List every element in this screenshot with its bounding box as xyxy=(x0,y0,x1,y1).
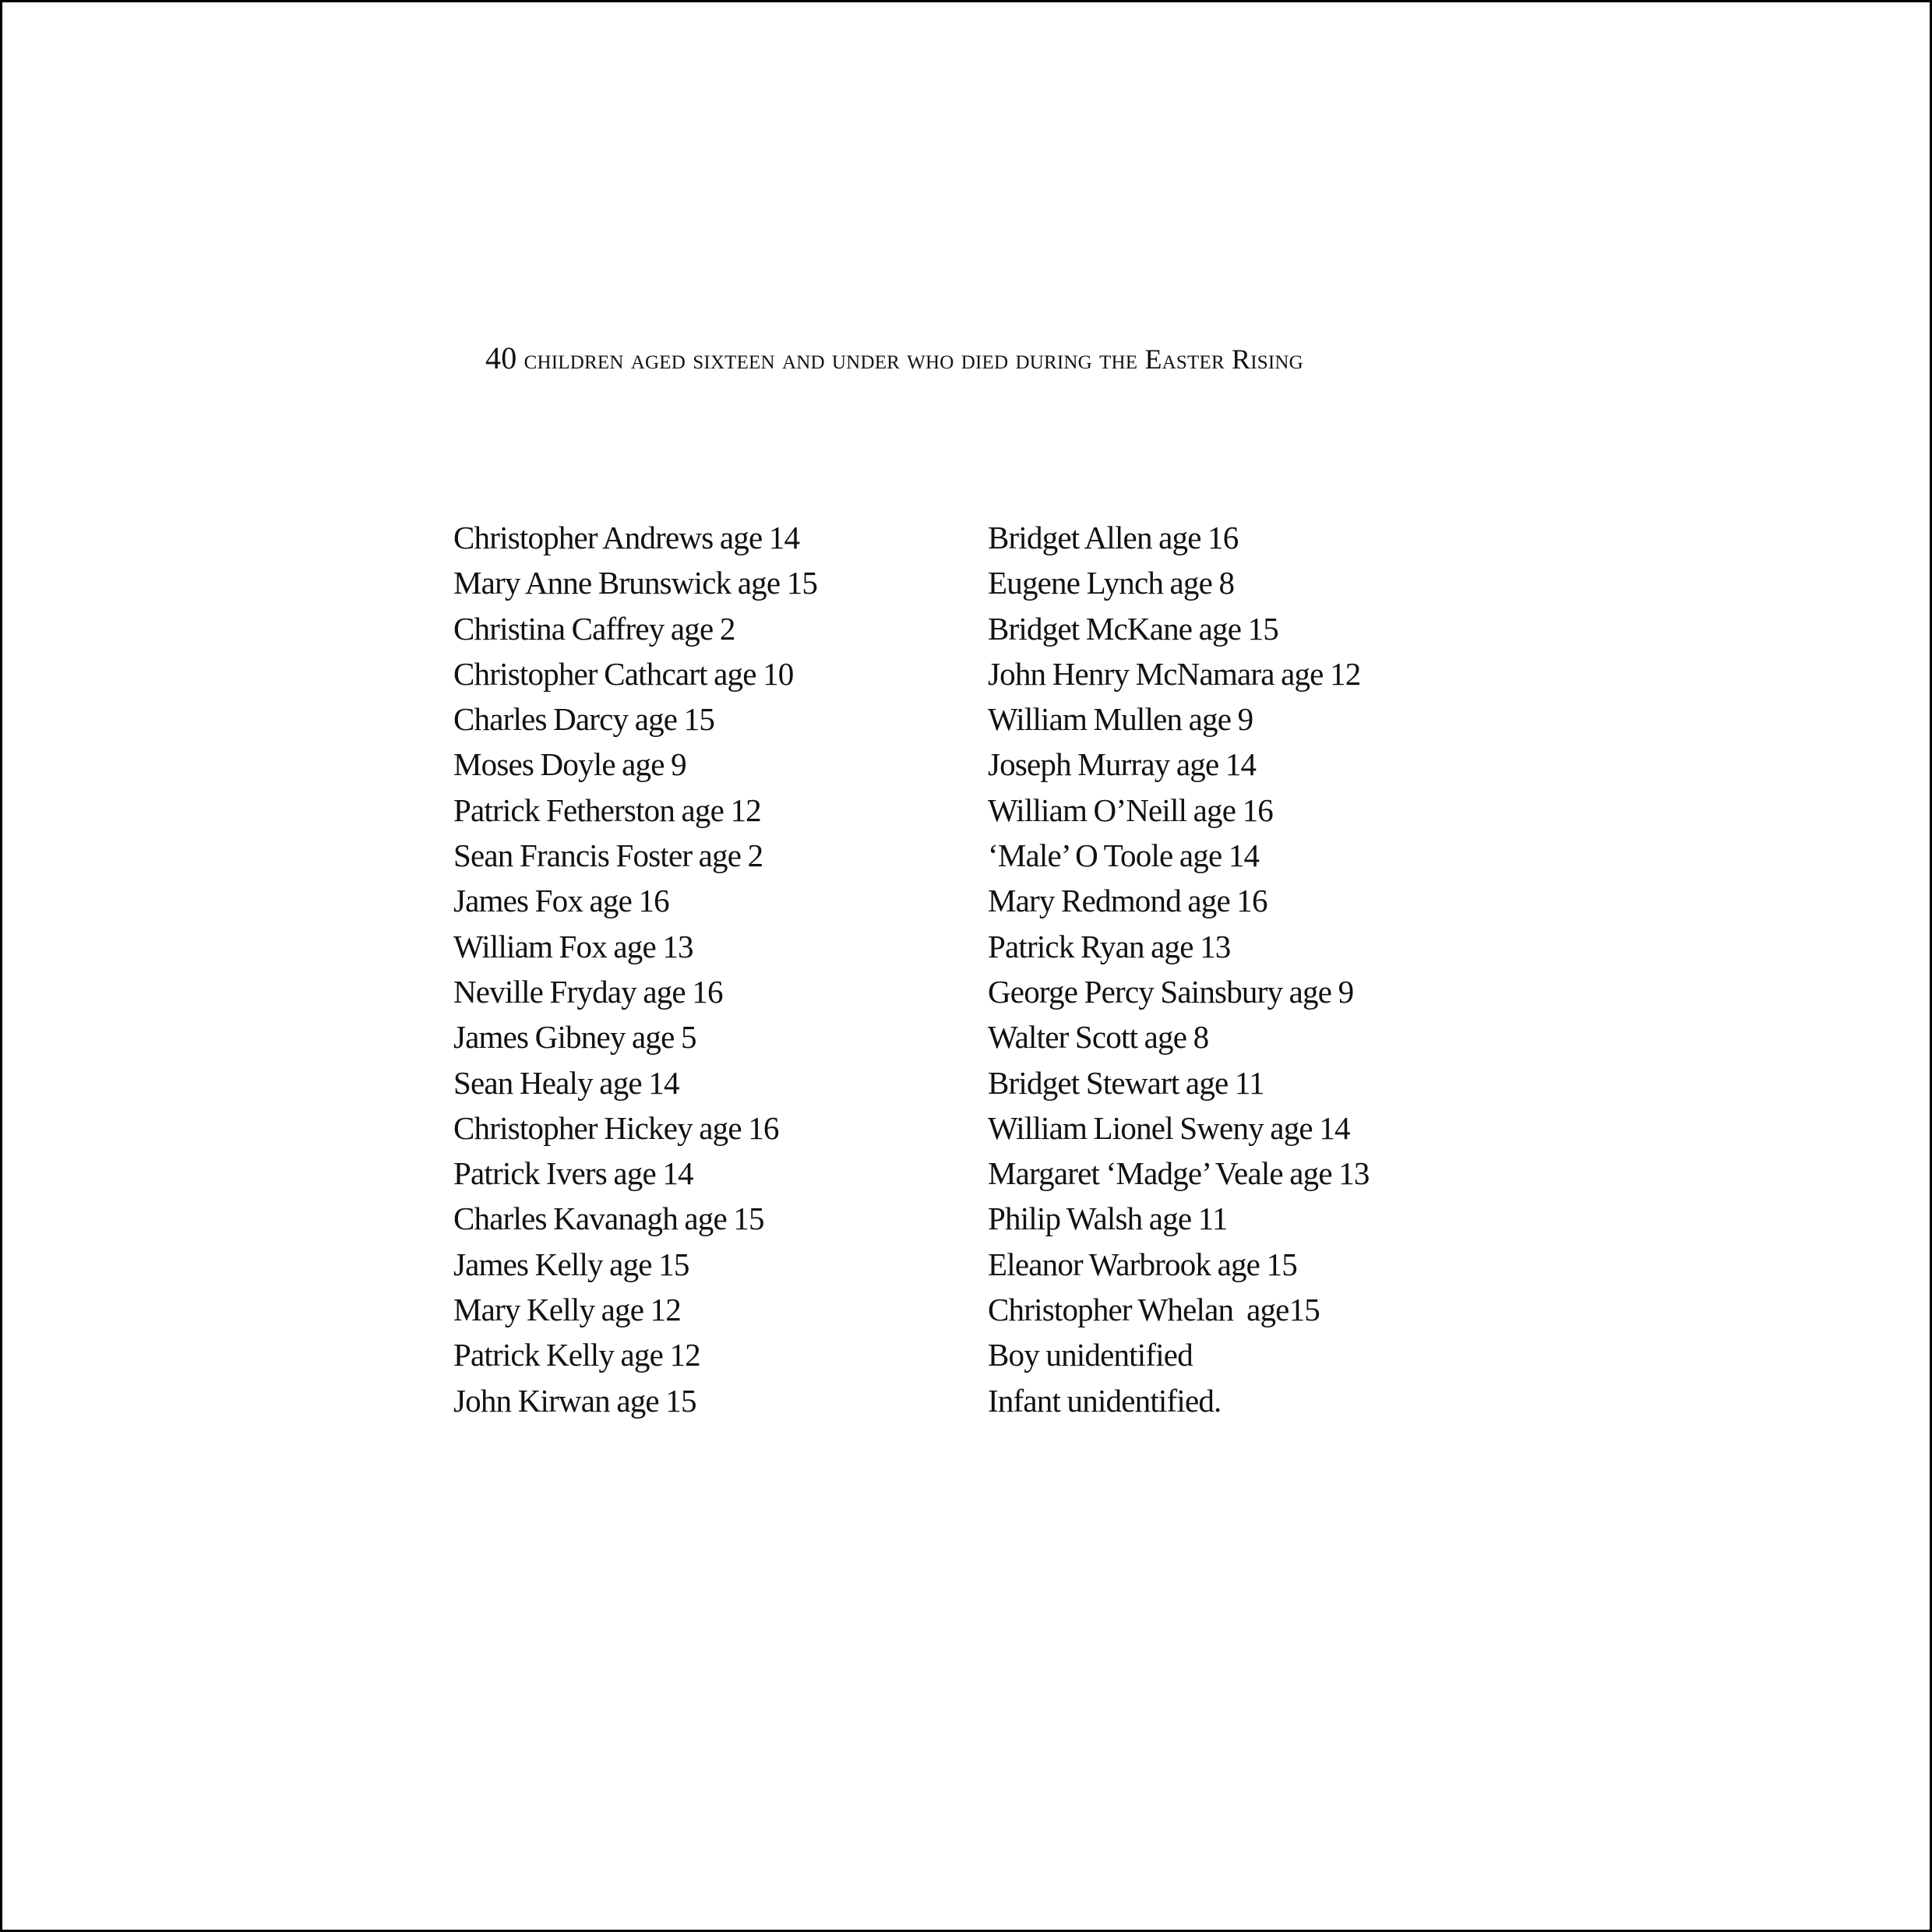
list-item: James Fox age 16 xyxy=(453,883,669,919)
list-item: Sean Healy age 14 xyxy=(453,1064,679,1101)
list-item: Patrick Kelly age 12 xyxy=(453,1337,700,1373)
page-title xyxy=(485,340,1467,375)
list-item: ‘Male’ O Toole age 14 xyxy=(988,837,1260,874)
list-item: Patrick Ryan age 13 xyxy=(988,928,1231,964)
list-item: Infant unidentified. xyxy=(988,1382,1222,1419)
list-item: William O’Neill age 16 xyxy=(988,791,1273,828)
list-item: Boy unidentified xyxy=(988,1337,1193,1373)
title-number: 40 xyxy=(485,340,517,375)
list-item: Margaret ‘Madge’ Veale age 13 xyxy=(988,1155,1370,1192)
list-item: Sean Francis Foster age 2 xyxy=(453,837,763,874)
names-list-right xyxy=(988,515,1580,1423)
list-item: Eleanor Warbrook age 15 xyxy=(988,1246,1297,1282)
list-item: John Kirwan age 15 xyxy=(453,1382,696,1419)
list-item: Philip Walsh age 11 xyxy=(988,1200,1228,1237)
list-item: George Percy Sainsbury age 9 xyxy=(988,973,1354,1010)
list-item: Moses Doyle age 9 xyxy=(453,746,686,783)
list-item: Mary Redmond age 16 xyxy=(988,883,1267,919)
list-item: Bridget Stewart age 11 xyxy=(988,1064,1264,1101)
list-item: Christopher Andrews age 14 xyxy=(453,520,800,555)
list-item: Bridget Allen age 16 xyxy=(988,520,1239,555)
list-item: James Gibney age 5 xyxy=(453,1019,696,1056)
list-item: William Fox age 13 xyxy=(453,928,693,964)
list-item: Charles Darcy age 15 xyxy=(453,701,715,738)
list-item: Christopher Cathcart age 10 xyxy=(453,655,794,692)
list-item: Eugene Lynch age 8 xyxy=(988,565,1235,601)
list-item: John Henry McNamara age 12 xyxy=(988,655,1361,692)
list-item: Bridget McKane age 15 xyxy=(988,610,1278,647)
list-item: Charles Kavanagh age 15 xyxy=(453,1200,764,1237)
list-item: Christopher Hickey age 16 xyxy=(453,1109,779,1146)
list-item: William Mullen age 9 xyxy=(988,701,1253,738)
names-list-left xyxy=(453,515,952,1423)
list-item: Joseph Murray age 14 xyxy=(988,746,1257,783)
list-item: Mary Kelly age 12 xyxy=(453,1292,681,1328)
list-item: Patrick Ivers age 14 xyxy=(453,1155,693,1192)
title-text: children aged sixteen and under who died during the Easter Rising xyxy=(516,344,1303,375)
list-item: Walter Scott age 8 xyxy=(988,1019,1209,1056)
list-item: James Kelly age 15 xyxy=(453,1246,689,1282)
list-item: Christina Caffrey age 2 xyxy=(453,610,735,647)
list-item: Christopher Whelan age15 xyxy=(988,1292,1320,1328)
list-item: Patrick Fetherston age 12 xyxy=(453,791,761,828)
list-item: Neville Fryday age 16 xyxy=(453,973,723,1010)
list-item: Mary Anne Brunswick age 15 xyxy=(453,565,818,601)
list-item: William Lionel Sweny age 14 xyxy=(988,1109,1350,1146)
